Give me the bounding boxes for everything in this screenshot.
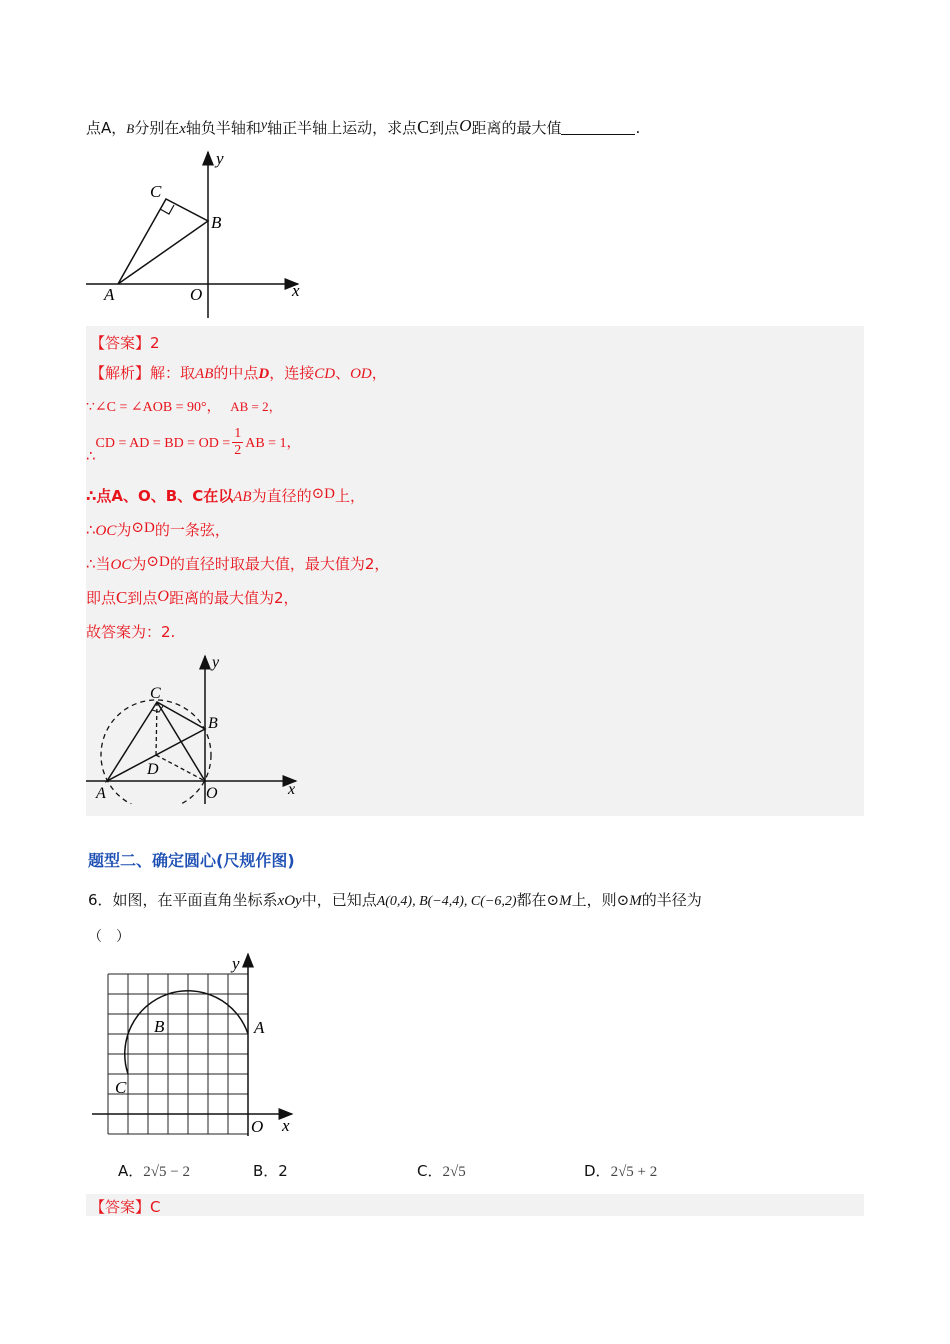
text: 中，已知点 xyxy=(301,891,377,909)
text: ∴当 xyxy=(86,555,111,573)
text: 上， xyxy=(335,487,366,505)
analysis-line-8: 故答案为：2. xyxy=(86,623,176,641)
q6-stem xyxy=(88,889,702,910)
math: OC xyxy=(110,557,132,573)
q6-grid-figure xyxy=(88,952,298,1142)
math: CD xyxy=(314,366,336,382)
answer-tag: 【答案】 xyxy=(90,334,151,352)
option-letter: A． xyxy=(118,1162,144,1180)
stem-text: 距离的最大值 xyxy=(471,119,562,137)
math: OD xyxy=(350,366,372,382)
option-letter: C． xyxy=(417,1162,443,1180)
fraction-one-half xyxy=(232,426,243,459)
text: 的半径为 xyxy=(641,891,702,909)
text: 都在 xyxy=(516,891,547,909)
option-text: 2√5 xyxy=(442,1164,466,1180)
math: ∵∠C = ∠AOB = 90°， xyxy=(86,400,221,415)
math: ⊙D xyxy=(146,554,170,570)
label-x: x xyxy=(288,781,296,798)
text: ∴点A、O、B、C在以 xyxy=(86,487,234,505)
option-text: 2 xyxy=(278,1162,288,1180)
q5-figure xyxy=(84,146,314,322)
analysis-line-4 xyxy=(86,484,365,506)
text: 为 xyxy=(131,555,147,573)
label-b: B xyxy=(211,213,222,232)
math: xOy xyxy=(277,893,302,909)
text: 即点 xyxy=(86,589,117,607)
text: 为 xyxy=(116,521,132,539)
text: 的一条弦， xyxy=(154,521,230,539)
text: 上，则 xyxy=(571,891,617,909)
q5-solution-figure xyxy=(84,652,310,804)
text: 、 xyxy=(335,364,351,382)
math: C xyxy=(116,588,128,607)
denominator: 2 xyxy=(234,443,242,458)
option-c[interactable] xyxy=(417,1160,466,1181)
text: ∴ xyxy=(86,447,96,465)
answer-value: 2 xyxy=(150,334,160,352)
label-a: A xyxy=(104,285,115,304)
q6-answer-box xyxy=(86,1194,864,1216)
analysis-tag: 【解析】 xyxy=(90,364,151,382)
math: O xyxy=(157,588,169,605)
option-letter: B． xyxy=(253,1162,279,1180)
math: A(0,4), B(−4,4), C(−6,2) xyxy=(376,894,517,909)
q6-answer xyxy=(90,1196,161,1217)
text: 6．如图，在平面直角坐标系 xyxy=(88,891,278,909)
answer-value: C xyxy=(150,1198,161,1216)
answer-blank xyxy=(561,120,635,135)
option-a[interactable] xyxy=(118,1160,190,1181)
label-a: A xyxy=(96,785,106,802)
stem-text: 轴正半轴上运动，求点 xyxy=(267,119,418,137)
triangle-abc xyxy=(118,199,208,284)
stem-text: . xyxy=(635,119,641,137)
analysis-line-7 xyxy=(86,587,298,608)
analysis-line-2 xyxy=(86,396,282,416)
stem-text: 轴负半轴和 xyxy=(185,119,261,137)
option-b[interactable] xyxy=(253,1160,288,1181)
stem-var-b: B xyxy=(126,121,135,136)
stem-var-y: y xyxy=(260,118,268,133)
math: ⊙M xyxy=(546,893,572,909)
segment-oc xyxy=(157,702,205,781)
segment-cd xyxy=(156,702,157,755)
math: ⊙D xyxy=(131,520,155,536)
math: AB = 2， xyxy=(230,399,282,414)
label-o: O xyxy=(190,285,203,304)
answer-tag: 【答案】 xyxy=(90,1198,151,1216)
analysis-line-3 xyxy=(86,426,301,465)
text: ， xyxy=(371,364,387,382)
numerator: 1 xyxy=(234,426,242,441)
q5-stem xyxy=(86,116,640,138)
label-c: C xyxy=(150,685,161,702)
analysis-line-5 xyxy=(86,518,230,540)
stem-text: 到点 xyxy=(429,119,460,137)
option-d[interactable] xyxy=(584,1160,657,1181)
text: 的中点 xyxy=(213,364,259,382)
math: AB = 1， xyxy=(245,436,301,451)
label-y: y xyxy=(232,954,240,973)
grid-lines xyxy=(108,974,248,1134)
text: ∴ xyxy=(86,521,96,539)
math: OC xyxy=(95,523,117,539)
math: AB xyxy=(233,489,252,505)
stem-text: 分别在 xyxy=(134,119,180,137)
text: 到点 xyxy=(127,589,158,607)
label-c: C xyxy=(150,182,162,201)
text: 距离的最大值为2， xyxy=(168,589,299,607)
label-d: D xyxy=(147,761,159,778)
stem-var-c: C xyxy=(417,117,430,137)
label-o: O xyxy=(206,785,218,802)
math: ⊙M xyxy=(616,893,642,909)
label-y: y xyxy=(212,654,220,671)
arc-cba xyxy=(125,991,248,1074)
analysis-line-6 xyxy=(86,552,389,574)
section-title: 题型二、确定圆心(尺规作图) xyxy=(88,851,295,870)
option-text: 2√5 − 2 xyxy=(143,1164,190,1180)
label-a: A xyxy=(254,1018,265,1037)
label-x: x xyxy=(282,1116,290,1135)
stem-var-x: x xyxy=(179,121,186,137)
q6-paren: （ ） xyxy=(88,929,130,945)
math: D xyxy=(258,366,270,382)
label-o: O xyxy=(251,1117,264,1136)
text: 解：取 xyxy=(150,364,196,382)
stem-var-o: O xyxy=(459,116,472,135)
math: ⊙D xyxy=(311,486,335,502)
option-letter: D． xyxy=(584,1162,611,1180)
label-x: x xyxy=(292,281,300,300)
label-b: B xyxy=(154,1017,165,1036)
stem-text: 点A， xyxy=(86,119,127,137)
label-c: C xyxy=(115,1078,127,1097)
q5-answer xyxy=(90,332,160,353)
option-text: 2√5 + 2 xyxy=(610,1164,658,1180)
label-b: B xyxy=(208,715,218,732)
text: 的直径时取最大值，最大值为2， xyxy=(169,555,390,573)
math: CD = AD = BD = OD = xyxy=(95,436,231,451)
analysis-line-1 xyxy=(90,362,387,383)
label-y: y xyxy=(216,149,224,168)
text: 为直径的 xyxy=(251,487,312,505)
text: ，连接 xyxy=(269,364,315,382)
math: AB xyxy=(195,366,214,382)
